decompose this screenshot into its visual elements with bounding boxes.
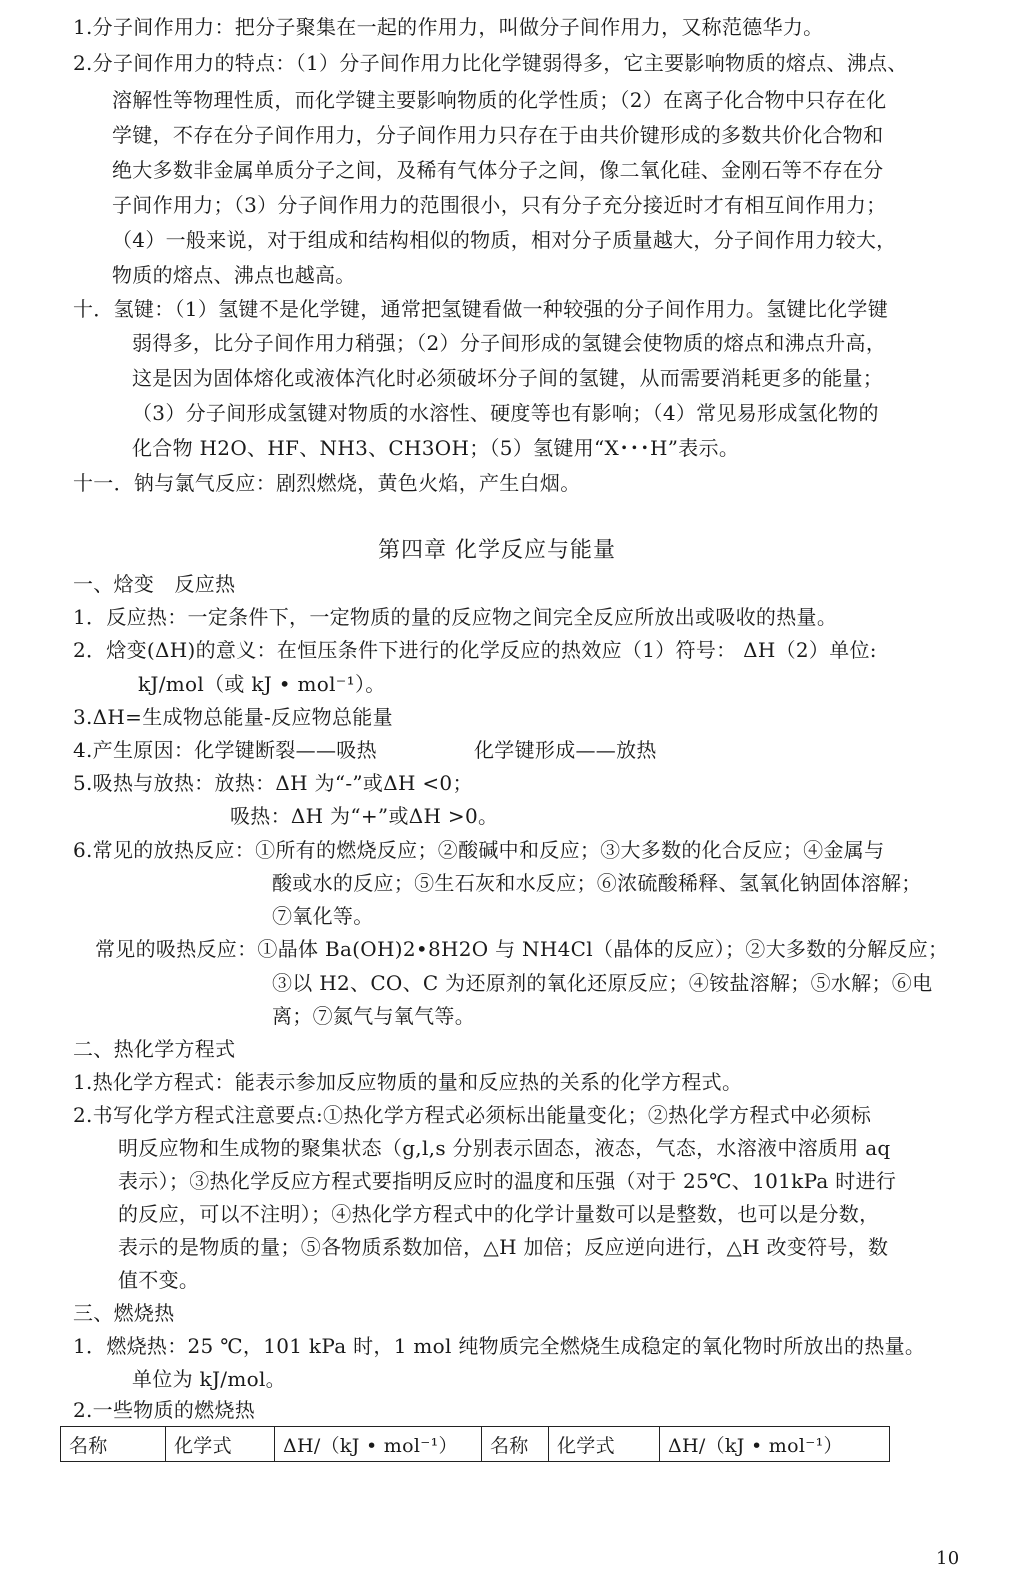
text-line: 2.书写化学方程式注意要点:①热化学方程式必须标出能量变化；②热化学方程式中必须标	[73, 1103, 872, 1127]
chapter-title: 第四章 化学反应与能量	[378, 538, 616, 563]
table-header-cell: ΔH/（kJ • mol⁻¹）	[660, 1427, 890, 1462]
table-header-cell: 化学式	[549, 1427, 660, 1462]
table-header-cell: ΔH/（kJ • mol⁻¹）	[275, 1427, 482, 1462]
text-line: 子间作用力；（3）分子间作用力的范围很小，只有分子充分接近时才有相互间作用力；	[112, 193, 887, 217]
table-header-cell: 名称	[482, 1427, 549, 1462]
text-line: 化合物 H2O、HF、NH3、CH3OH；（5）氢键用“X･･･H”表示。	[132, 436, 740, 460]
section-heading: 二、热化学方程式	[73, 1037, 236, 1061]
text-line: 吸热：ΔH 为“+”或ΔH >0。	[230, 804, 499, 828]
text-line: 值不变。	[118, 1268, 200, 1292]
text-line: 弱得多，比分子间作用力稍强；（2）分子间形成的氢键会使物质的熔点和沸点升高，	[132, 331, 887, 355]
page-number: 10	[936, 1548, 960, 1569]
text-line: 表示的是物质的量；⑤各物质系数加倍，△H 加倍；反应逆向进行，△H 改变符号，数	[118, 1235, 889, 1259]
text-line: ⑦氧化等。	[272, 904, 374, 928]
text-line: 化学键形成——放热	[474, 738, 657, 762]
text-line: 1.分子间作用力：把分子聚集在一起的作用力，叫做分子间作用力，又称范德华力。	[73, 15, 824, 39]
text-line: 这是因为固体熔化或液体汽化时必须破坏分子间的氢键，从而需要消耗更多的能量；	[132, 366, 884, 390]
combustion-heat-table	[60, 1426, 890, 1462]
text-line: 1.热化学方程式：能表示参加反应物质的量和反应热的关系的化学方程式。	[73, 1070, 743, 1094]
text-line: 学键，不存在分子间作用力，分子间作用力只存在于由共价键形成的多数共价化合物和	[112, 123, 884, 147]
table-header-cell: 化学式	[166, 1427, 275, 1462]
table-header-cell: 名称	[61, 1427, 166, 1462]
text-line: 4.产生原因：化学键断裂——吸热	[73, 738, 377, 762]
table-header-row	[61, 1427, 890, 1462]
text-line: 单位为 kJ/mol。	[132, 1367, 286, 1391]
text-line: 离；⑦氮气与氧气等。	[272, 1004, 475, 1028]
text-line: 常见的吸热反应：①晶体 Ba(OH)2•8H2O 与 NH4Cl（晶体的反应）；②大多数的分解反应；	[95, 937, 949, 961]
text-line: 1．反应热：一定条件下，一定物质的量的反应物之间完全反应所放出或吸收的热量。	[73, 605, 838, 629]
text-line: （3）分子间形成氢键对物质的水溶性、硬度等也有影响；（4）常见易形成氢化物的	[132, 401, 879, 425]
text-line: 表示）；③热化学反应方程式要指明反应时的温度和压强（对于 25℃、101kPa 时进行	[118, 1169, 897, 1193]
text-line: （4）一般来说，对于组成和结构相似的物质，相对分子质量越大，分子间作用力较大，	[112, 228, 897, 252]
text-line: 绝大多数非金属单质分子之间，及稀有气体分子之间，像二氧化硅、金刚石等不存在分	[112, 158, 884, 182]
text-line: 十．氢键：（1）氢键不是化学键，通常把氢键看做一种较强的分子间作用力。氢键比化学键	[73, 297, 889, 321]
text-line: 1．燃烧热：25 ℃，101 kPa 时，1 mol 纯物质完全燃烧生成稳定的氧化物时所放出的热量。	[73, 1334, 926, 1358]
text-line: 的反应，可以不注明）；④热化学方程式中的化学计量数可以是整数，也可以是分数，	[118, 1202, 880, 1226]
text-line: 物质的熔点、沸点也越高。	[112, 263, 356, 287]
text-line: 6.常见的放热反应：①所有的燃烧反应；②酸碱中和反应；③大多数的化合反应；④金属与	[73, 838, 885, 862]
section-heading: 一、焓变 反应热	[73, 572, 236, 596]
text-line: 酸或水的反应；⑤生石灰和水反应；⑥浓硫酸稀释、氢氧化钠固体溶解；	[272, 871, 922, 895]
text-line: ③以 H2、CO、C 为还原剂的氧化还原反应；④铵盐溶解；⑤水解；⑥电	[272, 971, 933, 995]
text-line: 十一．钠与氯气反应：剧烈燃烧，黄色火焰，产生白烟。	[73, 471, 581, 495]
text-line: kJ/mol（或 kJ • mol⁻¹）。	[138, 672, 386, 696]
text-line: 明反应物和生成物的聚集状态（g,l,s 分别表示固态，液态，气态，水溶液中溶质用 aq	[118, 1136, 891, 1160]
text-line: 2.分子间作用力的特点：（1）分子间作用力比化学键弱得多，它主要影响物质的熔点、沸点、	[73, 51, 908, 75]
text-line: 2．焓变(ΔH)的意义：在恒压条件下进行的化学反应的热效应（1）符号： ΔH（2）单位:	[73, 638, 877, 662]
text-line: 溶解性等物理性质，而化学键主要影响物质的化学性质；（2）在离子化合物中只存在化	[112, 88, 887, 112]
text-line: 2.一些物质的燃烧热	[73, 1398, 256, 1422]
text-line: 3.ΔH=生成物总能量-反应物总能量	[73, 705, 393, 729]
section-heading: 三、燃烧热	[73, 1301, 175, 1325]
text-line: 5.吸热与放热：放热：ΔH 为“-”或ΔH <0；	[73, 771, 473, 795]
